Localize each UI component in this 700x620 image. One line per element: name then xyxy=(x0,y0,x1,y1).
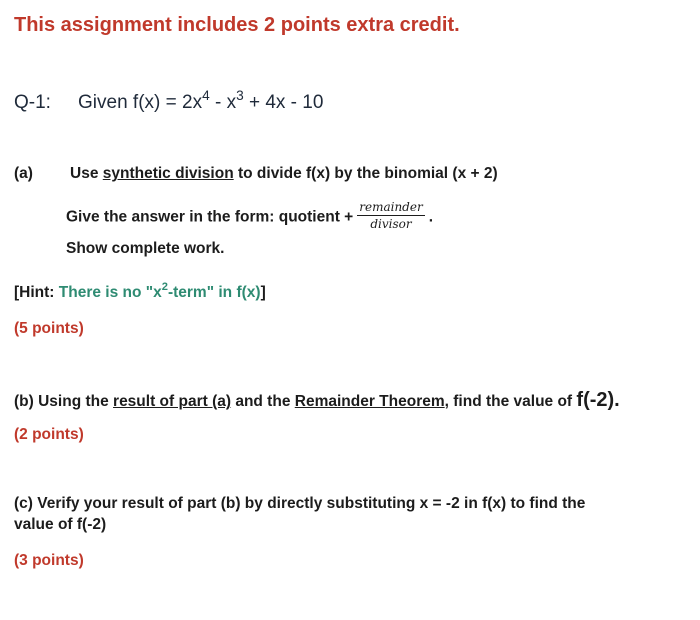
function-text-3: + 4x - 10 xyxy=(243,92,324,113)
remainder-over-divisor-fraction xyxy=(357,200,424,231)
remainder-theorem-link[interactable]: Remainder Theorem xyxy=(294,393,445,410)
part-a-points: (5 points) xyxy=(14,320,84,337)
synthetic-division-link[interactable]: synthetic division xyxy=(102,165,234,182)
hint-line xyxy=(14,281,266,302)
part-b-label: (b) xyxy=(14,393,34,410)
show-work-instruction: Show complete work. xyxy=(66,240,225,257)
exponent-3: 3 xyxy=(236,88,244,103)
exponent-4: 4 xyxy=(202,88,210,103)
hint-open: [Hint: xyxy=(14,284,59,301)
fraction-numerator: remainder xyxy=(359,200,423,214)
hint-text xyxy=(58,281,261,301)
part-c-points: (3 points) xyxy=(14,552,84,569)
function-text-1: Given f(x) = 2x xyxy=(78,92,203,113)
function-definition xyxy=(78,88,324,113)
part-c-instruction-line2: value of f(-2) xyxy=(14,516,107,533)
hint-close: ] xyxy=(260,284,266,301)
hint-text-post: -term" in f(x) xyxy=(167,284,261,301)
part-a-instruction xyxy=(70,165,498,183)
answer-form-text: Give the answer in the form: quotient + xyxy=(66,208,354,226)
answer-form-instruction xyxy=(66,202,433,233)
question-heading xyxy=(14,88,324,114)
hint-exponent: 2 xyxy=(161,281,168,294)
f-of-minus-2: f(-2). xyxy=(576,389,620,411)
question-number: Q-1: xyxy=(14,92,51,113)
fraction-denominator: divisor xyxy=(370,217,412,231)
part-b-text-mid: and the xyxy=(231,393,295,410)
part-c-instruction-line1: (c) Verify your result of part (b) by directly substituting x = -2 in f(x) to find the xyxy=(14,495,586,512)
part-a-label: (a) xyxy=(14,165,33,182)
extra-credit-banner: This assignment includes 2 points extra credit. xyxy=(14,14,460,36)
result-of-part-a-link[interactable]: result of part (a) xyxy=(113,393,232,410)
function-text-2: - x xyxy=(209,92,237,113)
part-b-points: (2 points) xyxy=(14,426,84,443)
answer-form-period: . xyxy=(428,208,434,226)
part-a-text-post: to divide f(x) by the binomial (x + 2) xyxy=(233,165,498,182)
part-b-text-post: , find the value of xyxy=(444,393,577,410)
part-a-text-pre: Use xyxy=(70,165,103,182)
part-b-text-pre: Using the xyxy=(33,393,114,410)
part-b-instruction xyxy=(14,389,620,412)
hint-text-pre: There is no "x xyxy=(58,284,162,301)
